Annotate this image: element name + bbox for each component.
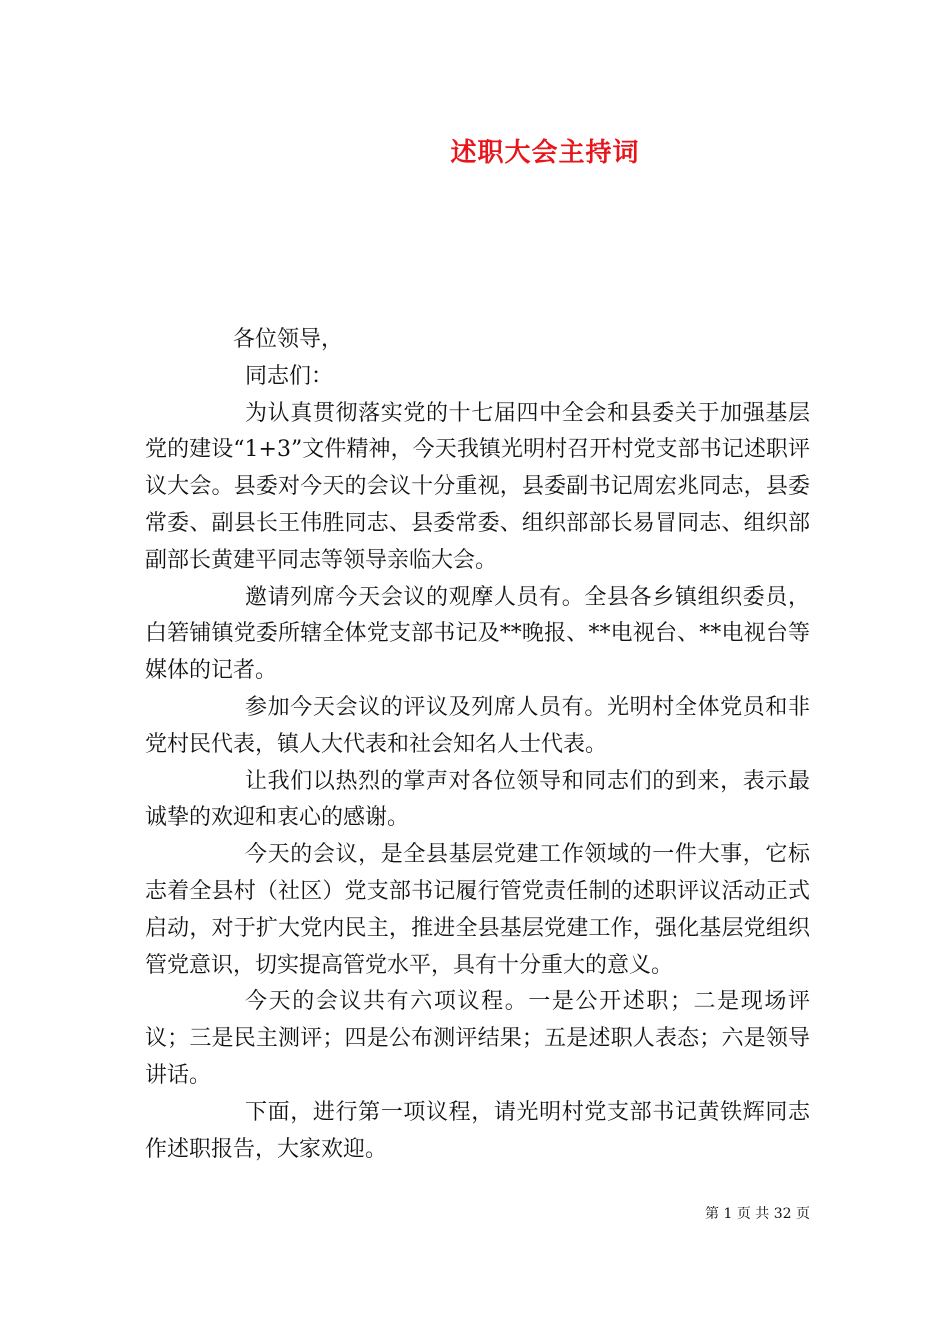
page-number: 第 1 页 共 32 页 [705, 1206, 810, 1222]
paragraph-intro: 为认真贯彻落实党的十七届四中全会和县委关于加强基层党的建设“1+3”文件精神，今天我镇光明村召开村党支部书记述职评议大会。县委对今天的会议十分重视，县委副书记周宏兆同志，县委常委、副县长王伟胜同志、县委常委、组织部部长易冒同志、组织部副部长黄建平同志等领导亲临大会。 [145, 400, 810, 573]
paragraph-attendees: 参加今天会议的评议及列席人员有。光明村全体党员和非党村民代表，镇人大代表和社会知名人士代表。 [145, 694, 810, 757]
document-title: 述职大会主持词 [450, 138, 640, 168]
salutation-leaders: 各位领导， [233, 327, 344, 352]
paragraph-welcome: 让我们以热烈的掌声对各位领导和同志们的到来，表示最诚挚的欢迎和衷心的感谢。 [145, 768, 810, 831]
paragraph-observers: 邀请列席今天会议的观摩人员有。全县各乡镇组织委员，白箬铺镇党委所辖全体党支部书记及**晚报、**电视台、**电视台等媒体的记者。 [145, 584, 810, 684]
paragraph-agenda: 今天的会议共有六项议程。一是公开述职；二是现场评议；三是民主测评；四是公布测评结果；五是述职人表态；六是领导讲话。 [145, 989, 810, 1088]
salutation-comrades: 同志们： [245, 363, 334, 389]
paragraph-significance: 今天的会议，是全县基层党建工作领域的一件大事，它标志着全县村（社区）党支部书记履行管党责任制的述职评议活动正式启动，对于扩大党内民主，推进全县基层党建工作，强化基层党组织管党意识，切实提高管党水平，具有十分重大的意义。 [145, 842, 810, 978]
document-body [145, 322, 810, 1168]
paragraph-first-item: 下面，进行第一项议程，请光明村党支部书记黄铁辉同志作述职报告，大家欢迎。 [145, 1099, 810, 1162]
